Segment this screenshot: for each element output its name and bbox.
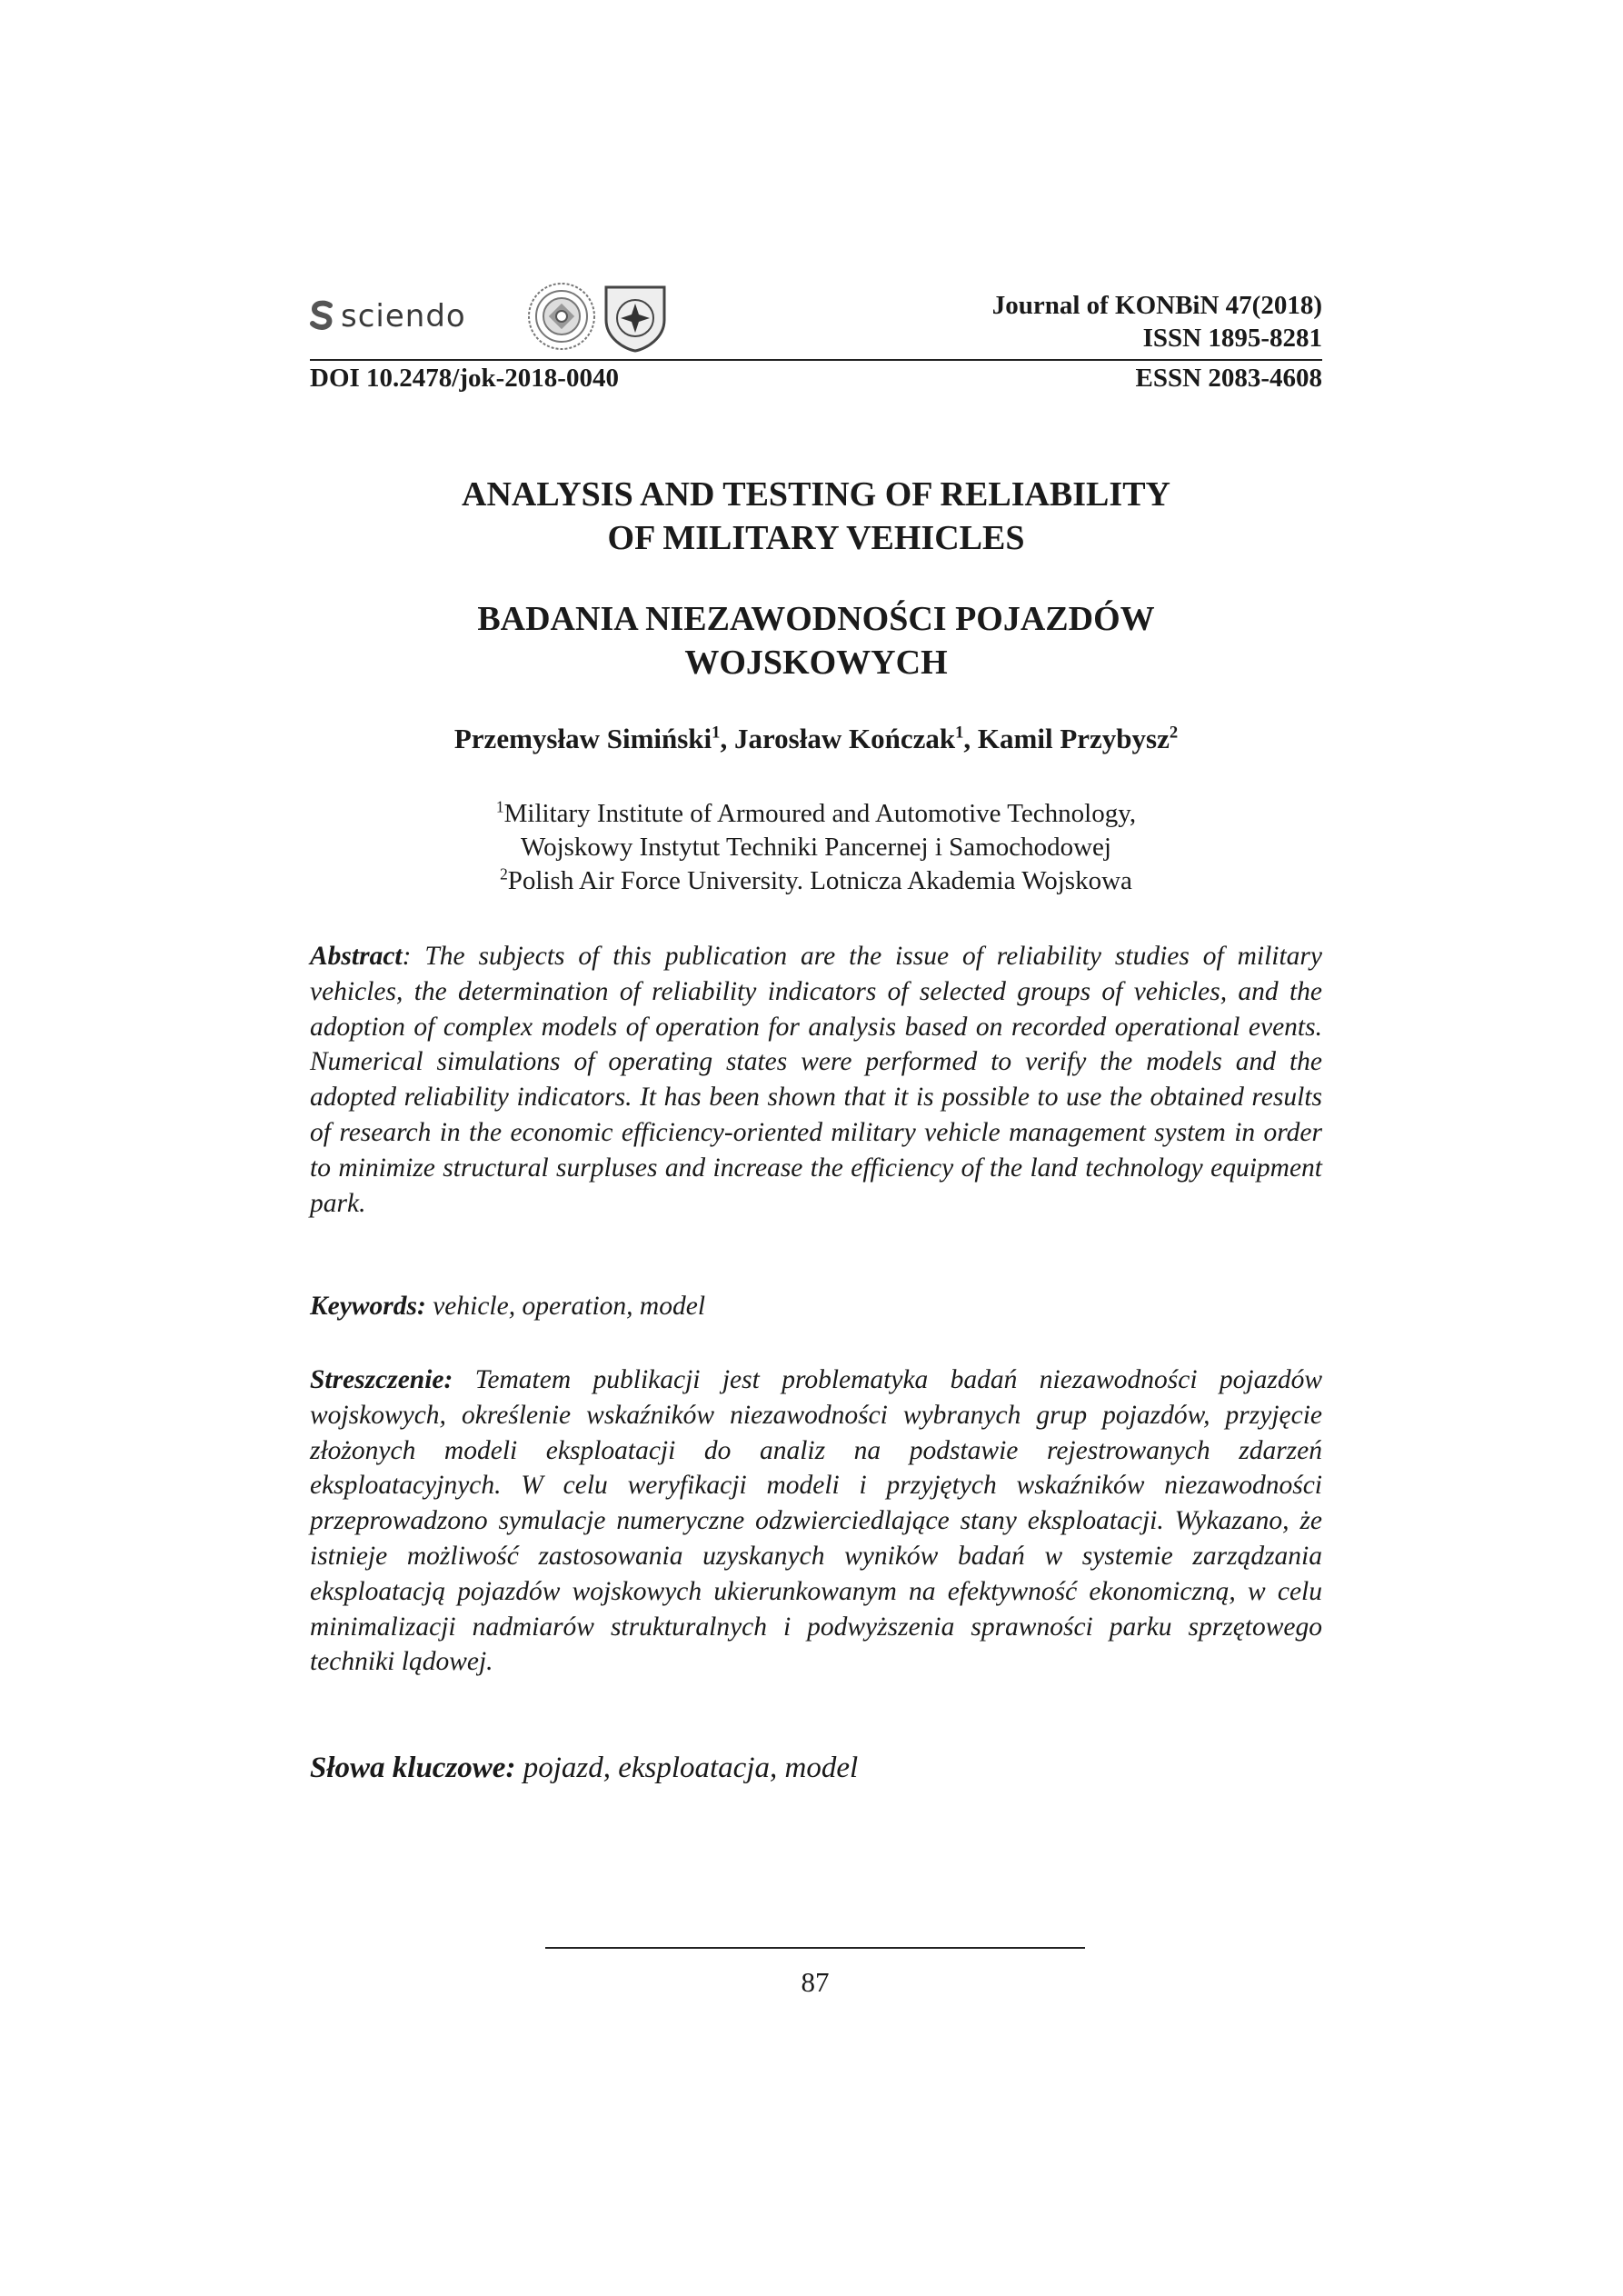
keywords-label: Keywords: (310, 1292, 426, 1321)
title-english-line2: OF MILITARY VEHICLES (607, 519, 1025, 557)
affiliations (310, 797, 1322, 898)
page-number: 87 (801, 1966, 830, 1998)
abstract-text: The subjects of this publication are the issue of reliability studies of military vehicles, the determination of reliability indicators of selected groups of vehicles, and the adoption of complex models of operation for analysis based on recorded operational events. Numerical simulations of operating states were performed to verify the models and the adopted reliability indicators. It has been shown that it is possible to use the obtained results of research in the economic efficiency-oriented military vehicle management system in order to minimize structural surpluses and increase the efficiency of the land technology equipment park. (310, 942, 1322, 1218)
author-affiliation-mark: 2 (1169, 723, 1179, 743)
keywords-text: vehicle, operation, model (425, 1292, 706, 1321)
affiliation-text: Military Institute of Armoured and Automotive Technology, (503, 799, 1137, 828)
gear-emblem-icon (525, 280, 598, 353)
footer-divider (545, 1947, 1085, 1949)
shield-emblem-icon (602, 284, 668, 353)
affiliation-2 (310, 864, 1322, 898)
title-polish-line2: WOJSKOWYCH (684, 644, 948, 682)
title-polish (310, 597, 1322, 684)
essn: ESSN 2083-4608 (1135, 364, 1322, 393)
title-polish-line1: BADANIA NIEZAWODNOŚCI POJAZDÓW (477, 600, 1155, 638)
slowa-kluczowe-label: Słowa kluczowe: (310, 1752, 516, 1784)
streszczenie (310, 1363, 1322, 1680)
author-name: Przemysław Simiński (453, 723, 712, 754)
issn: ISSN 1895-8281 (1142, 324, 1322, 353)
page-header (310, 289, 1322, 394)
author-name: Jarosław Kończak (733, 723, 956, 754)
journal-title: Journal of KONBiN 47(2018) (991, 291, 1322, 320)
sciendo-s-icon (310, 300, 335, 333)
author-separator: , (720, 723, 734, 754)
slowa-kluczowe-text: pojazd, eksploatacja, model (515, 1752, 859, 1784)
affiliation-mark: 1 (495, 797, 504, 816)
author-name: Kamil Przybysz (977, 723, 1170, 754)
affiliation-1-line1 (310, 797, 1322, 831)
abstract-label: Abstract (310, 942, 403, 971)
author-separator: , (963, 723, 978, 754)
title-english (310, 473, 1322, 560)
abstract (310, 939, 1322, 1221)
affiliation-text: Polish Air Force University. Lotnicza Akademia Wojskowa (507, 866, 1132, 895)
author-affiliation-mark: 1 (712, 723, 721, 743)
doi: DOI 10.2478/jok-2018-0040 (310, 364, 619, 393)
affiliation-1-line2: Wojskowy Instytut Techniki Pancernej i Samochodowej (521, 833, 1111, 862)
author-affiliation-mark: 1 (955, 723, 964, 743)
keywords (310, 1289, 1322, 1324)
affiliation-mark: 2 (500, 864, 508, 883)
streszczenie-label: Streszczenie: (310, 1365, 453, 1394)
sciendo-wordmark: sciendo (341, 298, 466, 334)
author-list (310, 721, 1322, 757)
sciendo-logo (310, 296, 466, 336)
slowa-kluczowe (310, 1750, 1322, 1786)
header-divider (310, 359, 1322, 361)
title-english-line1: ANALYSIS AND TESTING OF RELIABILITY (462, 475, 1170, 514)
streszczenie-text: Tematem publikacji jest problematyka badań niezawodności pojazdów wojskowych, określenie wskaźników niezawodności wybranych grup pojazdów, przyjęcie złożonych modeli eksploatacji do analiz na podstawie rejestrowanych zdarzeń eksploatacyjnych. W celu weryfikacji modeli i przyjętych wskaźników niezawodności przeprowadzono symulacje numeryczne odzwierciedlające stany eksploatacji. Wykazano, że istnieje możliwość zastosowania uzyskanych wyników badań w systemie zarządzania eksploatacją pojazdów wojskowych ukierunkowanym na efektywność ekonomiczną, w celu minimalizacji nadmiarów strukturalnych i podwyższenia sprawności parku sprzętowego techniki lądowej. (310, 1365, 1322, 1677)
journal-info (992, 289, 1322, 354)
abstract-colon: : (402, 942, 412, 971)
